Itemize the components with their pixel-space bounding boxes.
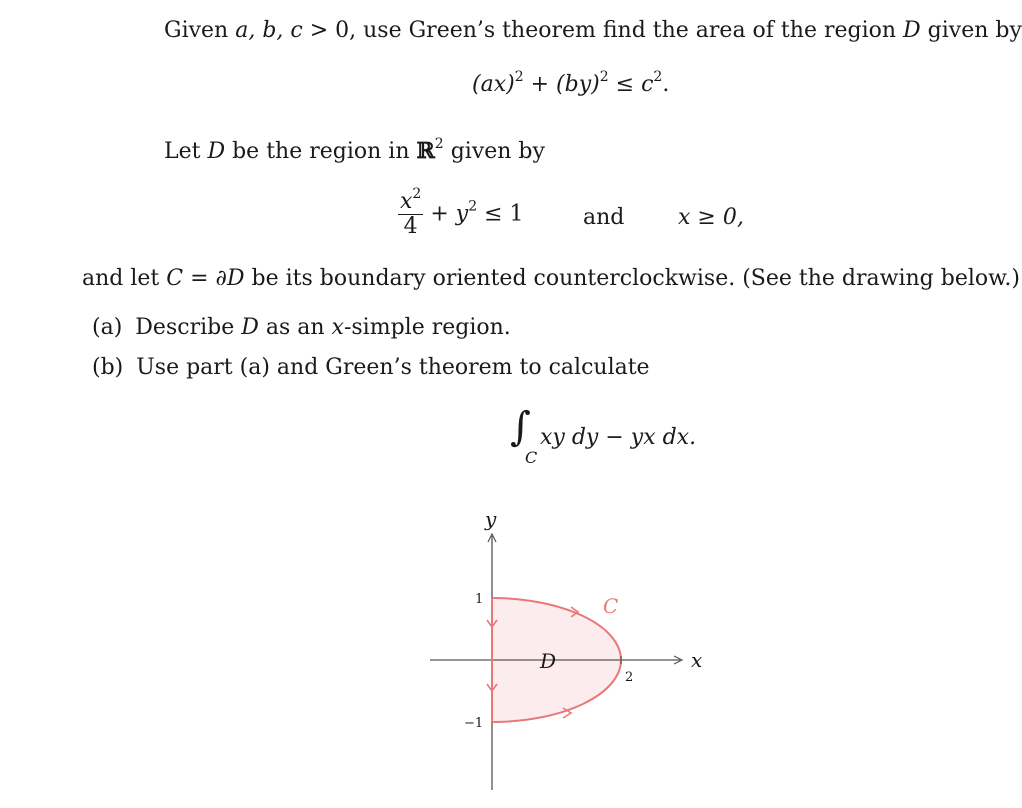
part-a-label: (a) xyxy=(92,315,123,340)
frac-num-exp: 2 xyxy=(412,186,422,202)
eq-rhs: c xyxy=(641,72,654,97)
y-axis-label: y xyxy=(485,507,497,531)
eq-exp1: 2 xyxy=(514,69,524,85)
let-text1: Let xyxy=(164,139,208,164)
boundary-var-c: C xyxy=(166,266,184,291)
eq-leq: ≤ xyxy=(608,72,642,97)
part-a-var: D xyxy=(241,315,259,340)
intro-params: a, b, c xyxy=(235,18,303,43)
and-word: and xyxy=(583,205,625,230)
frac-num: x xyxy=(400,189,413,214)
let-text2: be the region in xyxy=(225,139,417,164)
eq-end: . xyxy=(662,72,670,97)
eq-exp2: 2 xyxy=(599,69,609,85)
let-exp: 2 xyxy=(434,136,444,152)
let-text3: given by xyxy=(443,139,545,164)
region-condition: x ≥ 0, xyxy=(678,205,744,230)
tick-label-2: 2 xyxy=(625,670,634,685)
intro-given-by: given by xyxy=(920,18,1022,43)
curve-label: C xyxy=(603,594,619,618)
region-label: D xyxy=(540,649,557,673)
integral-sub: C xyxy=(525,448,538,467)
let-var: D xyxy=(207,139,226,164)
tick-label-neg1: −1 xyxy=(464,716,484,731)
boundary-text2: be its boundary oriented counterclockwise. (See the drawing below.) xyxy=(244,266,1020,291)
region-rest-exp: 2 xyxy=(468,198,478,215)
x-axis-label: x xyxy=(691,648,703,672)
part-b-text: Use part (a) and Green’s theorem to calculate xyxy=(136,355,650,380)
part-a-text3: -simple region. xyxy=(343,315,511,340)
part-b-label: (b) xyxy=(92,355,124,380)
eq-lhs2: (by) xyxy=(556,72,600,97)
eq-plus: + xyxy=(523,72,557,97)
tick-label-1: 1 xyxy=(475,592,484,607)
let-space: ℝ xyxy=(416,138,435,164)
part-a-text2: as an xyxy=(258,315,332,340)
boundary-text1: and let xyxy=(82,266,167,291)
intro-text: > 0, use Green’s theorem find the area of the region xyxy=(302,18,904,43)
integral-body: xy dy − yx dx. xyxy=(540,425,697,450)
intro-region-var: D xyxy=(903,18,921,43)
eq-lhs1: (ax) xyxy=(472,72,515,97)
part-a-var2: x xyxy=(331,315,344,340)
boundary-eq: = ∂ xyxy=(183,266,227,291)
integral-sign: ∫ xyxy=(510,404,531,450)
frac-den: 4 xyxy=(403,214,418,239)
part-a-text1: Describe xyxy=(135,315,242,340)
region-leq-one: ≤ 1 xyxy=(477,201,524,227)
region-rest: + y xyxy=(423,201,469,227)
boundary-var-d: D xyxy=(226,266,245,291)
eq-exp3: 2 xyxy=(653,69,663,85)
intro-given: Given xyxy=(164,18,229,43)
